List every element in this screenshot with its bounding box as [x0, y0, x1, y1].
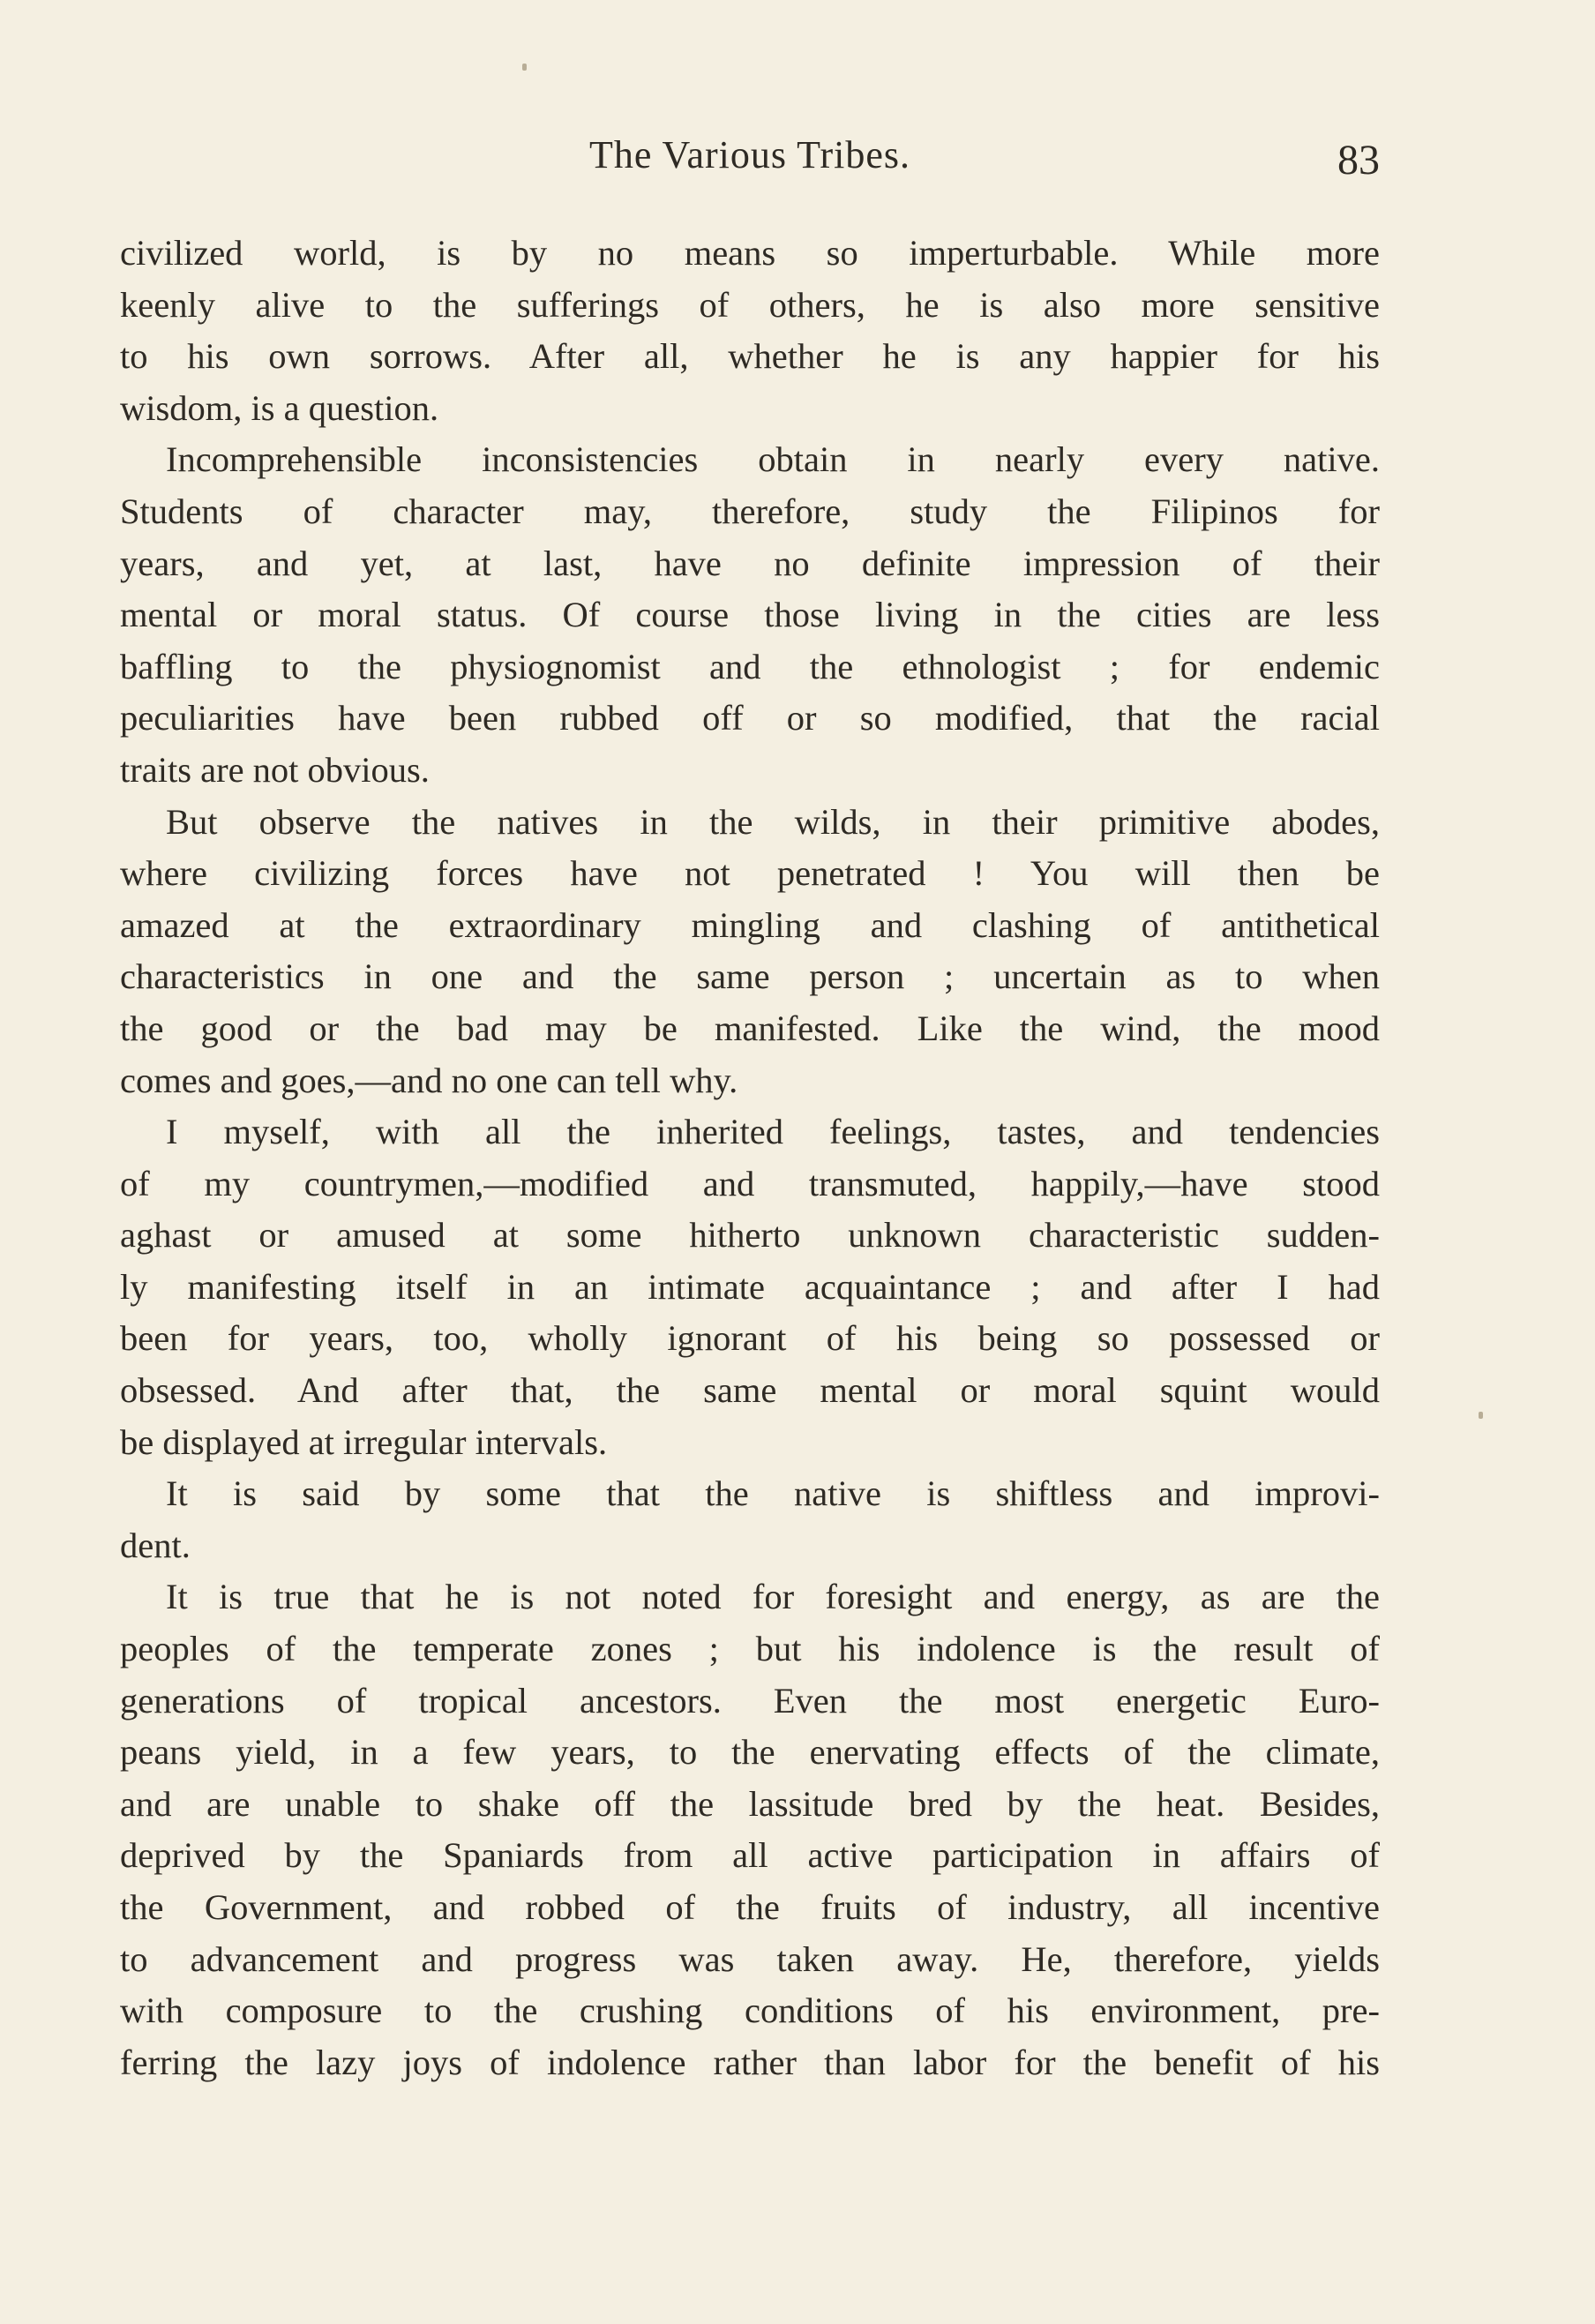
text-line: wisdom, is a question. — [120, 387, 439, 428]
body-text — [120, 228, 1380, 2088]
text-line: baffling to the physiognomist and the ethnologist ; for endemic — [120, 646, 1380, 686]
text-line: to his own sorrows. After all, whether he is any happier for his — [120, 336, 1380, 377]
text-line: deprived by the Spaniards from all active participation in affairs of — [120, 1835, 1380, 1876]
text-line: the good or the bad may be manifested. Like the wind, the mood — [120, 1008, 1380, 1048]
text-line: dent. — [120, 1525, 191, 1565]
text-line: with composure to the crushing conditions of his environment, pre- — [120, 1990, 1380, 2031]
text-line: aghast or amused at some hitherto unknown characteristic sudden- — [120, 1215, 1380, 1256]
text-line: But observe the natives in the wilds, in their primitive abodes, — [166, 801, 1380, 842]
text-line: It is said by some that the native is shiftless and improvi- — [166, 1473, 1380, 1514]
running-head — [120, 132, 1380, 194]
text-line: civilized world, is by no means so imperturbable. While more — [120, 233, 1380, 273]
text-line: the Government, and robbed of the fruits of industry, all incentive — [120, 1887, 1380, 1927]
text-line: ferring the lazy joys of indolence rather than labor for the benefit of his — [120, 2042, 1380, 2082]
text-line: Incomprehensible inconsistencies obtain in nearly every native. — [166, 439, 1380, 480]
text-line: obsessed. And after that, the same mental or moral squint would — [120, 1370, 1380, 1411]
text-line: generations of tropical ancestors. Even the most energetic Euro- — [120, 1680, 1380, 1721]
text-line: of my countrymen,—modified and transmuted, happily,—have stood — [120, 1163, 1380, 1203]
text-line: comes and goes,—and no one can tell why. — [120, 1060, 738, 1100]
text-line: keenly alive to the sufferings of others, he is also more sensitive — [120, 284, 1380, 325]
text-line: amazed at the extraordinary mingling and clashing of antithetical — [120, 904, 1380, 945]
text-line: mental or moral status. Of course those living in the cities are less — [120, 595, 1380, 635]
text-line: to advancement and progress was taken away. He, therefore, yields — [120, 1938, 1380, 1979]
text-line: years, and yet, at last, have no definite impression of their — [120, 543, 1380, 583]
text-line: peoples of the temperate zones ; but his indolence is the result of — [120, 1629, 1380, 1669]
page-number: 83 — [1337, 137, 1380, 184]
text-line: and are unable to shake off the lassitude bred by the heat. Besides, — [120, 1783, 1380, 1824]
text-line: peculiarities have been rubbed off or so modified, that the racial — [120, 698, 1380, 738]
running-title: The Various Tribes. — [588, 133, 911, 176]
text-line: characteristics in one and the same person ; uncertain as to when — [120, 956, 1380, 997]
paper-speck — [1479, 1412, 1483, 1419]
text-line: peans yield, in a few years, to the enervating effects of the climate, — [120, 1732, 1380, 1773]
text-line: where civilizing forces have not penetrated ! You will then be — [120, 853, 1380, 894]
text-line: ly manifesting itself in an intimate acquaintance ; and after I had — [120, 1266, 1380, 1307]
text-line: be displayed at irregular intervals. — [120, 1421, 608, 1462]
text-line: It is true that he is not noted for foresight and energy, as are the — [166, 1577, 1380, 1617]
text-line: traits are not obvious. — [120, 749, 430, 790]
paper-speck — [522, 64, 527, 71]
text-line: been for years, too, wholly ignorant of his being so possessed or — [120, 1318, 1380, 1359]
text-line: I myself, with all the inherited feelings, tastes, and tendencies — [166, 1112, 1380, 1152]
text-line: Students of character may, therefore, study the Filipinos for — [120, 491, 1380, 531]
